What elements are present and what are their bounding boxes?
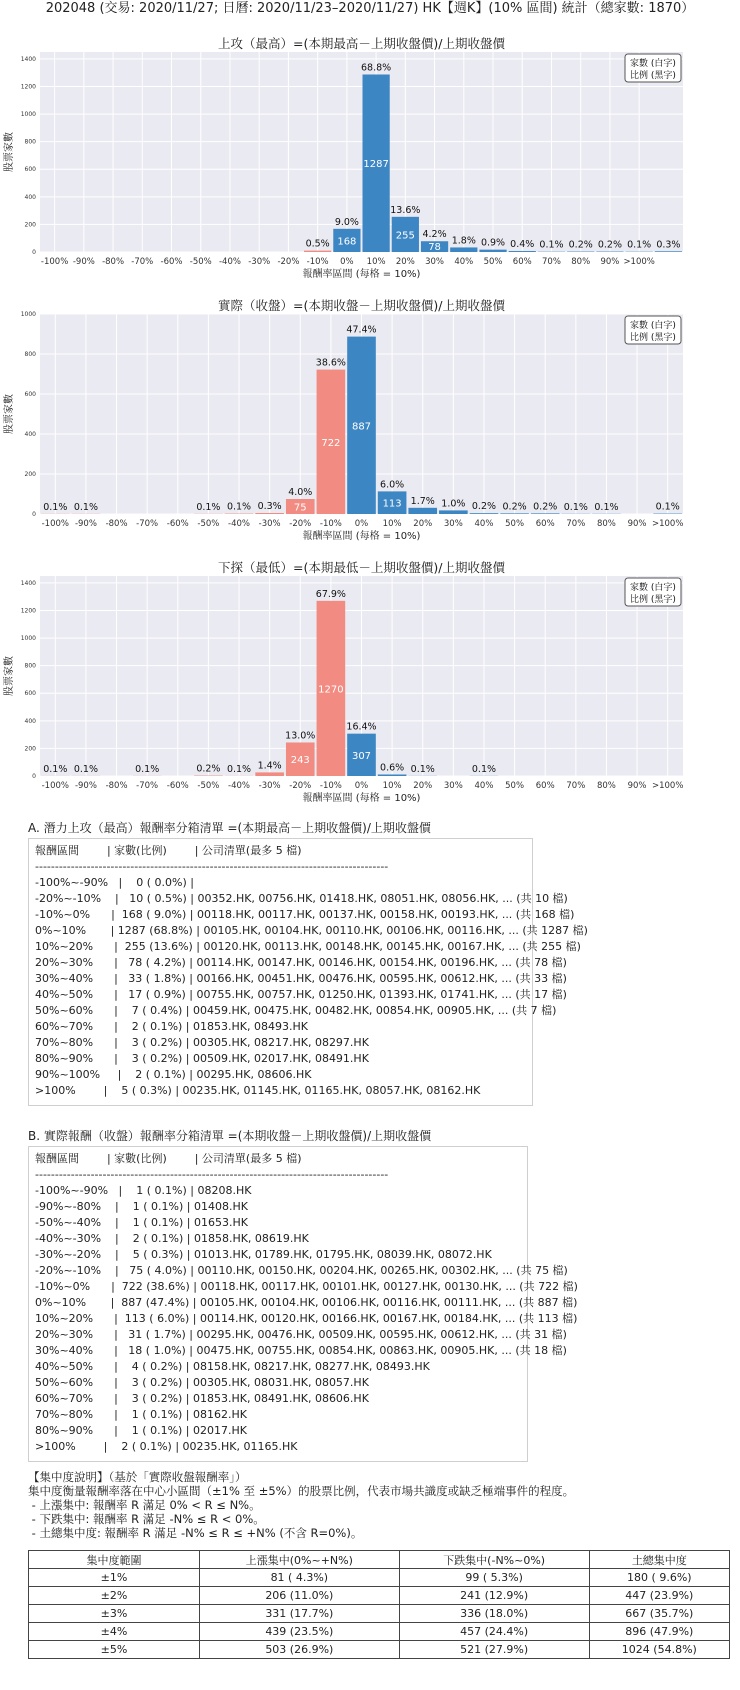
bar-percent-label: 1.0% [441,498,466,510]
bar-count-label: 75 [293,502,307,514]
chart-high [0,35,740,280]
bar-percent-label: 0.9% [480,237,506,249]
bar-percent-label: 0.1% [226,501,252,513]
x-tick-label: 80% [571,257,591,267]
y-axis-label: 股票家數 [4,132,15,172]
legend-entry: 家數 (白字) [630,321,676,331]
bar-count-label: 1270 [318,684,344,696]
bar-percent-label: 1.8% [451,235,476,247]
x-tick-label: -20% [289,781,312,791]
x-tick-label: 90% [627,519,647,529]
bar-count-label: 78 [428,242,441,253]
bar-percent-label: 0.1% [594,501,619,513]
bar [255,772,284,776]
table-cell: ±5% [29,1641,200,1659]
listing-line: 20%~30% | 78 ( 4.2%) | 00114.HK, 00147.HK, 00146.HK, 00154.HK, 00196.HK, ... (共 78 檔) [35,956,567,969]
x-tick-label: >100% [651,781,684,791]
x-tick-label: 20% [395,257,415,267]
x-tick-label: 80% [596,519,616,529]
x-tick-label: -100% [41,781,69,791]
table-cell: 521 (27.9%) [399,1641,589,1659]
bar-percent-label: 0.2% [502,501,527,513]
x-tick-label: 60% [535,781,555,791]
x-tick-label: 90% [627,781,647,791]
x-axis-label: 報酬率區間 (每格 = 10%) [302,269,421,280]
y-tick-label: 800 [24,662,36,670]
x-tick-label: 10% [382,781,402,791]
listing-a-box [28,838,588,1106]
bar [500,513,529,514]
y-tick-label: 200 [24,221,36,229]
table-cell: 447 (23.9%) [589,1587,729,1605]
bar-percent-label: 16.4% [346,721,377,733]
bar-percent-label: 1.7% [410,495,435,507]
bar [531,513,560,514]
chart-title: 上攻（最高）=(本期最高－上期收盤價)/上期收盤價 [218,36,505,51]
concentration-table [28,1550,730,1659]
y-tick-label: 800 [24,351,36,358]
x-tick-label: -50% [197,781,220,791]
bar-count-label: 307 [351,750,372,762]
bar-percent-label: 68.8% [361,62,392,74]
table-cell: 99 ( 5.3%) [399,1569,589,1587]
y-tick-label: 400 [24,193,36,201]
listing-a [28,820,588,1106]
x-tick-label: -70% [136,781,159,791]
concentration-rule: - 土總集中度: 報酬率 R 滿足 -N% ≤ R ≤ +N% (不含 R=0%)。 [28,1526,363,1540]
chart-title: 實際（收盤）=(本期收盤－上期收盤價)/上期收盤價 [218,298,505,313]
bar [470,513,499,514]
x-tick-label: 20% [413,519,433,529]
concentration-section [28,1470,730,1659]
x-tick-label: -10% [306,257,329,267]
table-cell: 180 ( 9.6%) [589,1569,729,1587]
x-tick-label: -30% [258,519,281,529]
bar-percent-label: 0.1% [627,239,652,251]
table-cell: 241 (12.9%) [399,1587,589,1605]
table-cell: ±4% [29,1623,200,1641]
bar-percent-label: 0.2% [533,501,558,513]
y-tick-label: 1200 [20,607,36,615]
listing-line: 40%~50% | 4 ( 0.2%) | 08158.HK, 08217.HK, 08277.HK, 08493.HK [35,1360,430,1373]
bar-percent-label: 0.1% [43,501,68,513]
legend-entry: 比例 (黑字) [630,71,676,81]
bar-percent-label: 9.0% [334,216,359,228]
table-cell: ±1% [29,1569,200,1587]
bar-percent-label: 4.2% [422,229,447,241]
listing-line: 50%~60% | 3 ( 0.2%) | 00305.HK, 08031.HK, 08057.HK [35,1376,369,1389]
bar-percent-label: 13.6% [390,204,421,216]
bar [655,251,682,252]
listing-line: >100% | 2 ( 0.1%) | 00235.HK, 01165.HK [35,1440,298,1453]
bar-percent-label: 67.9% [315,588,346,600]
x-tick-label: >100% [623,257,655,267]
x-tick-label: 90% [600,257,620,267]
table-cell: 457 (24.4%) [399,1623,589,1641]
x-tick-label: -60% [166,781,189,791]
x-tick-label: -30% [258,781,281,791]
plot-area [40,52,683,252]
bar [450,247,477,252]
table-cell: 1024 (54.8%) [589,1641,729,1659]
x-tick-label: 60% [535,519,555,529]
x-tick-label: 30% [425,257,445,267]
bar-count-label: 255 [395,230,415,242]
x-tick-label: -80% [102,257,125,267]
x-tick-label: -80% [105,519,128,529]
y-tick-label: 0 [32,249,36,256]
x-tick-label: 70% [542,257,561,267]
listing-line: -40%~-30% | 2 ( 0.1%) | 01858.HK, 08619.HK [35,1232,309,1245]
x-tick-label: -100% [40,257,69,267]
table-cell: 439 (23.5%) [200,1623,400,1641]
y-tick-label: 800 [24,138,36,146]
table-cell: ±2% [29,1587,200,1605]
bar-percent-label: 0.3% [257,501,282,512]
bar-percent-label: 47.4% [346,324,377,336]
bar-percent-label: 0.1% [73,763,98,775]
concentration-rule: - 上漲集中: 報酬率 R 滿足 0% < R ≤ N%。 [28,1498,261,1512]
listing-line: 70%~80% | 1 ( 0.1%) | 08162.HK [35,1408,247,1421]
y-tick-label: 1000 [20,635,36,643]
listing-line: -30%~-20% | 5 ( 0.3%) | 01013.HK, 01789.HK, 01795.HK, 08039.HK, 08072.HK [35,1248,492,1261]
bar-percent-label: 0.1% [471,763,497,775]
table-cell: 896 (47.9%) [589,1623,729,1641]
column-header: 上漲集中(0%~+N%) [200,1551,400,1569]
x-tick-label: 40% [454,257,474,267]
table-cell: 331 (17.7%) [200,1605,400,1623]
listing-line: 90%~100% | 2 ( 0.1%) | 00295.HK, 08606.HK [35,1068,312,1081]
x-tick-label: -10% [319,781,342,791]
concentration-rule: - 下跌集中: 報酬率 R 滿足 -N% ≤ R < 0%。 [28,1512,265,1526]
x-axis-label: 報酬率區間 (每格 = 10%) [302,793,421,804]
bar-percent-label: 13.0% [285,730,316,742]
listing-line: 40%~50% | 17 ( 0.9%) | 00755.HK, 00757.HK, 01250.HK, 01393.HK, 01741.HK, ... (共 17 檔) [35,988,567,1001]
listing-line: -10%~0% | 168 ( 9.0%) | 00118.HK, 00117.HK, 00137.HK, 00158.HK, 00193.HK, ... (共 168 檔) [35,908,575,921]
x-tick-label: >100% [651,519,684,529]
legend-entry: 家數 (白字) [630,59,676,69]
bar-percent-label: 0.2% [568,239,593,251]
listing-line: 80%~90% | 1 ( 0.1%) | 02017.HK [35,1424,247,1437]
listing-line: 70%~80% | 3 ( 0.2%) | 00305.HK, 08217.HK, 08297.HK [35,1036,369,1049]
bar-percent-label: 0.6% [380,762,405,774]
legend-entry: 家數 (白字) [630,583,676,593]
listing-line: 10%~20% | 255 (13.6%) | 00120.HK, 00113.HK, 00148.HK, 00145.HK, 00167.HK, ... (共 255 檔) [35,940,581,953]
bar [479,250,506,252]
x-tick-label: -60% [160,257,183,267]
x-tick-label: -40% [228,519,251,529]
x-tick-label: -40% [228,781,251,791]
y-tick-label: 1400 [20,55,36,63]
x-tick-label: 50% [505,519,525,529]
legend-entry: 比例 (黑字) [630,333,676,343]
listing-b-title: B. 實際報酬（收盤）報酬率分箱清單 =(本期收盤－上期收盤價)/上期收盤價 [28,1129,432,1143]
bar [509,251,536,252]
table-cell: ±3% [29,1605,200,1623]
x-tick-label: 30% [443,519,463,529]
listing-b-box [28,1146,578,1462]
bar-count-label: 887 [351,421,372,433]
column-header: 土總集中度 [589,1551,729,1569]
y-tick-label: 200 [24,471,36,478]
x-tick-label: 10% [366,257,386,267]
table-header-row [29,1551,730,1569]
y-tick-label: 0 [32,773,36,780]
bar-count-label: 722 [321,437,341,449]
bar-percent-label: 0.2% [597,239,623,251]
listing-line: 30%~40% | 18 ( 1.0%) | 00475.HK, 00755.HK, 00854.HK, 00863.HK, 00905.HK, ... (共 18 檔) [35,1344,567,1357]
x-tick-label: 80% [596,781,616,791]
listing-line: >100% | 5 ( 0.3%) | 00235.HK, 01145.HK, 01165.HK, 08057.HK, 08162.HK [35,1084,481,1097]
bar [378,774,407,776]
x-tick-label: 10% [382,519,402,529]
y-axis-label: 股票家數 [4,394,15,434]
column-header: 下跌集中(-N%~0%) [399,1551,589,1569]
x-tick-label: -90% [74,781,97,791]
bar-percent-label: 0.1% [43,763,68,775]
page-title: 202048 (交易: 2020/11/27; 日曆: 2020/11/23–2020/11/27) HK【週K】(10% 區間) 統計（總家數: 1870） [45,1,695,16]
chart-low [0,559,740,804]
listing-line: 60%~70% | 3 ( 0.2%) | 01853.HK, 08491.HK, 08606.HK [35,1392,369,1405]
bar-percent-label: 0.2% [196,763,221,775]
x-tick-label: 40% [474,519,494,529]
y-tick-label: 600 [24,690,36,698]
x-tick-label: 40% [474,781,494,791]
x-tick-label: -90% [74,519,97,529]
x-tick-label: 30% [443,781,463,791]
listing-line: -90%~-80% | 1 ( 0.1%) | 01408.HK [35,1200,248,1213]
listing-line: -100%~-90% | 0 ( 0.0%) | [35,876,194,889]
bar [304,251,331,252]
chart-title: 下探（最低）=(本期最低－上期收盤價)/上期收盤價 [218,560,505,575]
y-tick-label: 600 [24,391,36,398]
table-row [29,1569,730,1587]
listing-line: -20%~-10% | 75 ( 4.0%) | 00110.HK, 00150.HK, 00204.HK, 00265.HK, 00302.HK, ... (共 75 檔) [35,1264,568,1277]
x-tick-label: -50% [189,257,212,267]
x-tick-label: 70% [566,781,586,791]
bar-percent-label: 0.4% [510,239,535,251]
x-tick-label: -30% [248,257,271,267]
listing-line: ----------------------------------------------------------------------------------------- [35,860,389,873]
table-cell: 503 (26.9%) [200,1641,400,1659]
listing-line: 0%~10% | 1287 (68.8%) | 00105.HK, 00104.HK, 00110.HK, 00106.HK, 00116.HK, ... (共 1287 檔) [35,924,588,937]
bar-percent-label: 4.0% [288,487,313,498]
listing-line: 10%~20% | 113 ( 6.0%) | 00114.HK, 00120.HK, 00166.HK, 00167.HK, 00184.HK, ... (共 113 檔) [35,1312,578,1325]
table-cell: 336 (18.0%) [399,1605,589,1623]
bar [439,510,468,514]
table-cell: 667 (35.7%) [589,1605,729,1623]
listing-line: -50%~-40% | 1 ( 0.1%) | 01653.HK [35,1216,248,1229]
y-tick-label: 0 [32,511,36,518]
listing-line: -20%~-10% | 10 ( 0.5%) | 00352.HK, 00756.HK, 01418.HK, 08051.HK, 08056.HK, ... (共 10 檔) [35,892,568,905]
y-tick-label: 1000 [20,111,36,119]
y-tick-label: 1000 [20,311,36,318]
x-tick-label: -50% [197,519,220,529]
bar-percent-label: 0.5% [305,238,330,250]
listing-b [28,1128,578,1462]
x-tick-label: -80% [105,781,128,791]
table-row [29,1623,730,1641]
concentration-heading: 【集中度說明】（基於「實際收盤報酬率」） [28,1470,247,1484]
bar-percent-label: 6.0% [380,479,405,491]
concentration-desc: 集中度衡量報酬率落在中心小區間（±1% 至 ±5%）的股票比例，代表市場共識度或缺乏極端事件的程度。 [28,1484,575,1498]
bar-percent-label: 0.1% [135,763,160,775]
chart-close [0,297,740,542]
x-tick-label: 20% [413,781,433,791]
listing-line: 80%~90% | 3 ( 0.2%) | 00509.HK, 02017.HK, 08491.HK [35,1052,369,1065]
bar-percent-label: 0.1% [539,239,564,251]
table-row [29,1587,730,1605]
table-cell: 81 ( 4.3%) [200,1569,400,1587]
bar [408,508,437,514]
x-tick-label: -90% [72,257,95,267]
y-tick-label: 400 [24,431,36,438]
listing-line: 報酬區間 | 家數(比例) | 公司清單(最多 5 檔) [35,844,302,857]
listing-line: 報酬區間 | 家數(比例) | 公司清單(最多 5 檔) [35,1152,302,1165]
x-tick-label: -100% [41,519,69,529]
x-tick-label: 0% [354,781,369,791]
bar-count-label: 1287 [363,159,389,171]
x-tick-label: 0% [354,519,369,529]
listing-line: 30%~40% | 33 ( 1.8%) | 00166.HK, 00451.HK, 00476.HK, 00595.HK, 00612.HK, ... (共 33 檔) [35,972,567,985]
y-tick-label: 400 [24,717,36,725]
x-tick-label: 50% [483,257,503,267]
x-tick-label: 0% [340,257,354,267]
y-axis-label: 股票家數 [4,656,15,696]
x-tick-label: 60% [512,257,532,267]
bar-percent-label: 0.3% [656,239,681,251]
x-tick-label: -70% [131,257,154,267]
bar-percent-label: 0.1% [196,501,221,513]
table-cell: 206 (11.0%) [200,1587,400,1605]
bar-percent-label: 0.2% [471,501,497,513]
bar-count-label: 168 [337,236,357,248]
x-tick-label: -40% [218,257,241,267]
bar-percent-label: 1.4% [257,760,282,772]
y-tick-label: 1400 [20,579,36,587]
bar-count-label: 113 [382,498,402,510]
legend-entry: 比例 (黑字) [630,595,676,605]
bar-count-label: 243 [290,755,310,767]
listing-line: -10%~0% | 722 (38.6%) | 00118.HK, 00117.HK, 00101.HK, 00127.HK, 00130.HK, ... (共 722 檔) [35,1280,578,1293]
listing-a-title: A. 潛力上攻（最高）報酬率分箱清單 =(本期最高－上期收盤價)/上期收盤價 [28,821,431,835]
listing-line: 20%~30% | 31 ( 1.7%) | 00295.HK, 00476.HK, 00509.HK, 00595.HK, 00612.HK, ... (共 31 檔) [35,1328,567,1341]
y-tick-label: 200 [24,745,36,753]
x-tick-label: -20% [277,257,300,267]
x-tick-label: 70% [566,519,586,529]
x-axis-label: 報酬率區間 (每格 = 10%) [302,531,421,542]
x-tick-label: -60% [166,519,189,529]
bar-percent-label: 0.1% [226,763,252,775]
bar-percent-label: 0.1% [655,501,680,513]
bar-percent-label: 0.1% [410,763,435,775]
listing-line: 0%~10% | 887 (47.4%) | 00105.HK, 00104.HK, 00106.HK, 00116.HK, 00111.HK, ... (共 887 檔) [35,1296,578,1309]
y-tick-label: 1200 [20,83,36,91]
table-row [29,1605,730,1623]
x-tick-label: 50% [505,781,525,791]
bar [255,513,284,514]
column-header: 集中度範圍 [29,1551,200,1569]
bar-percent-label: 38.6% [315,357,346,369]
bar-percent-label: 0.1% [73,501,98,513]
listing-line: 60%~70% | 2 ( 0.1%) | 01853.HK, 08493.HK [35,1020,308,1033]
bar-percent-label: 0.1% [563,501,588,513]
x-tick-label: -20% [289,519,312,529]
listing-line: 50%~60% | 7 ( 0.4%) | 00459.HK, 00475.HK, 00482.HK, 00854.HK, 00905.HK, ... (共 7 檔) [35,1004,557,1017]
y-tick-label: 600 [24,166,36,174]
listing-line: -100%~-90% | 1 ( 0.1%) | 08208.HK [35,1184,252,1197]
listing-line: ----------------------------------------------------------------------------------------- [35,1168,389,1181]
x-tick-label: -10% [319,519,342,529]
x-tick-label: -70% [136,519,159,529]
table-row [29,1641,730,1659]
